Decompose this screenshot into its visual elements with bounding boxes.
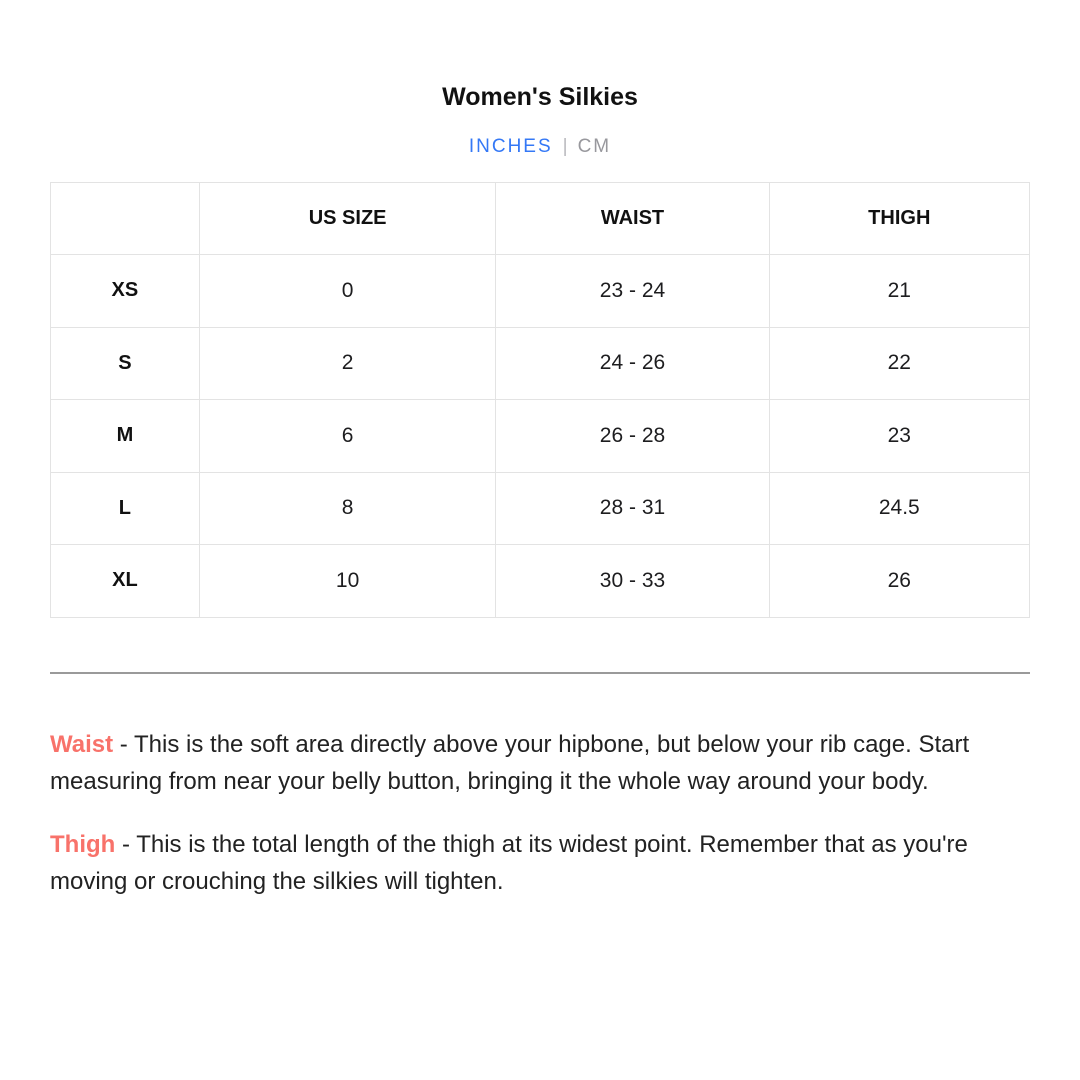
table-row-xs	[51, 255, 1030, 328]
waist-note-text: - This is the soft area directly above your hipbone, but below your rib cage. Start measuring from near your belly button, bringing it the whole way around your body.	[50, 730, 970, 795]
thigh-note-term: Thigh	[50, 830, 116, 858]
waist-cell: 26 - 28	[496, 400, 769, 473]
size-cell: S	[51, 327, 200, 400]
table-row-l	[51, 472, 1030, 545]
size-cell: M	[51, 400, 200, 473]
us-size-cell: 10	[199, 545, 496, 618]
section-divider	[50, 672, 1030, 674]
page-title: Women's Silkies	[442, 83, 638, 111]
thigh-note	[50, 826, 1030, 900]
header-cell-us-size: US SIZE	[199, 182, 496, 255]
unit-toggle-separator: |	[562, 135, 568, 157]
table-row-m	[51, 400, 1030, 473]
table-row-s	[51, 327, 1030, 400]
us-size-cell: 8	[199, 472, 496, 545]
us-size-cell: 6	[199, 400, 496, 473]
header-cell-waist: WAIST	[496, 182, 769, 255]
thigh-cell: 23	[769, 400, 1029, 473]
us-size-cell: 0	[199, 255, 496, 328]
thigh-cell: 21	[769, 255, 1029, 328]
size-cell: XS	[51, 255, 200, 328]
unit-toggle	[50, 136, 1030, 158]
size-table	[50, 182, 1030, 618]
waist-note-term: Waist	[50, 730, 114, 758]
thigh-cell: 26	[769, 545, 1029, 618]
waist-cell: 30 - 33	[496, 545, 769, 618]
thigh-cell: 24.5	[769, 472, 1029, 545]
table-header-row	[51, 182, 1030, 255]
us-size-cell: 2	[199, 327, 496, 400]
header-cell-blank	[51, 182, 200, 255]
waist-cell: 24 - 26	[496, 327, 769, 400]
unit-tab-inches[interactable]: INCHES	[468, 135, 553, 157]
header-cell-thigh: THIGH	[769, 182, 1029, 255]
thigh-note-text: - This is the total length of the thigh at its widest point. Remember that as you're moving or crouching the silkies will tighten.	[50, 830, 968, 895]
thigh-cell: 22	[769, 327, 1029, 400]
table-row-xl	[51, 545, 1030, 618]
unit-tab-cm[interactable]: CM	[577, 135, 612, 157]
size-cell: L	[51, 472, 200, 545]
waist-cell: 23 - 24	[496, 255, 769, 328]
waist-cell: 28 - 31	[496, 472, 769, 545]
size-cell: XL	[51, 545, 200, 618]
waist-note	[50, 726, 1030, 800]
